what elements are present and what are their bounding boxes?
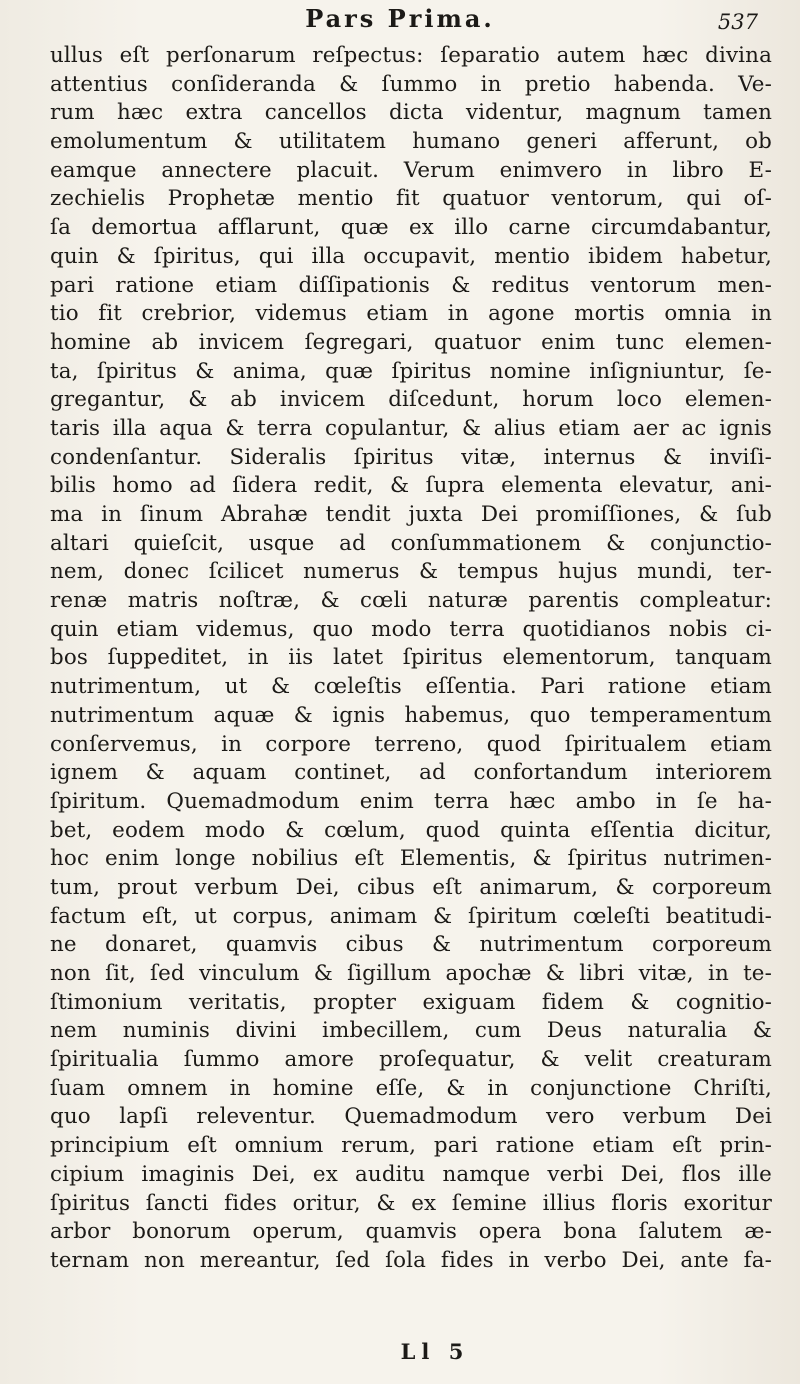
- text-line: bos ſuppeditet, in iis latet ſpiritus elementorum, tanquam: [50, 645, 772, 671]
- text-line: bet, eodem modo & cœlum, quod quinta eſſentia dicitur,: [50, 817, 772, 843]
- text-line: ſa demortua afflarunt, quæ ex illo carne circumdabantur,: [50, 215, 772, 241]
- text-line: attentius conſideranda & ſummo in pretio habenda. Ve-: [50, 71, 772, 97]
- signature-mark: [0, 1339, 800, 1364]
- text-line: homine ab invicem ſegregari, quatuor enim tunc elemen-: [50, 329, 772, 355]
- text-line: ternam non mereantur, ſed ſola fides in verbo Dei, ante fa-: [50, 1247, 772, 1273]
- text-line: ta, ſpiritus & anima, quæ ſpiritus nomine inſigniuntur, ſe-: [50, 358, 772, 384]
- text-line: condenſantur. Sideralis ſpiritus vitæ, internus & inviſi-: [50, 444, 772, 470]
- text-line: conſervemus, in corpore terreno, quod ſpiritualem etiam: [50, 731, 772, 757]
- text-line: nem, donec ſcilicet numerus & tempus hujus mundi, ter-: [50, 559, 772, 585]
- text-line: ſpiritus ſancti fides oritur, & ex ſemine illius floris exoritur: [50, 1190, 772, 1216]
- text-line: factum eſt, ut corpus, animam & ſpiritum cœleſti beatitudi-: [50, 903, 772, 929]
- text-line: tio fit crebrior, videmus etiam in agone mortis omnia in: [50, 301, 772, 327]
- text-line: ſpiritum. Quemadmodum enim terra hæc ambo in ſe ha-: [50, 788, 772, 814]
- text-line: rum hæc extra cancellos dicta videntur, magnum tamen: [50, 100, 772, 126]
- text-line: nutrimentum, ut & cœleſtis eſſentia. Pari ratione etiam: [50, 674, 772, 700]
- text-line: ullus eſt perſonarum reſpectus: ſeparatio autem hæc divina: [50, 43, 772, 68]
- text-line: cipium imaginis Dei, ex auditu namque verbi Dei, flos ille: [50, 1161, 772, 1187]
- text-line: ſpiritualia ſummo amore proſequatur, & velit creaturam: [50, 1047, 772, 1073]
- signature-text: Ll 5: [400, 1339, 470, 1364]
- text-line: non ſit, ſed vinculum & ſigillum apochæ & libri vitæ, in te-: [50, 961, 772, 986]
- text-line: renæ matris noſtræ, & cœli naturæ parentis compleatur:: [50, 588, 772, 614]
- text-line: pari ratione etiam diſſipationis & reditus ventorum men-: [50, 272, 772, 298]
- text-line: ſtimonium veritatis, propter exiguam fidem & cognitio-: [50, 989, 772, 1015]
- text-line: ne donaret, quamvis cibus & nutrimentum corporeum: [50, 932, 772, 958]
- text-line: quin & ſpiritus, qui illa occupavit, mentio ibidem habetur,: [50, 243, 772, 269]
- text-line: tum, prout verbum Dei, cibus eſt animarum, & corporeum: [50, 874, 772, 900]
- text-line: principium eſt omnium rerum, pari ratione etiam eſt prin-: [50, 1133, 772, 1159]
- text-line: nem numinis divini imbecillem, cum Deus naturalia &: [50, 1018, 772, 1044]
- text-line: hoc enim longe nobilius eſt Elementis, & ſpiritus nutrimen-: [50, 846, 772, 872]
- text-line: gregantur, & ab invicem diſcedunt, horum loco elemen-: [50, 387, 772, 413]
- text-line: ma in ſinum Abrahæ tendit juxta Dei promiſſiones, & ſub: [50, 502, 772, 527]
- text-line: bilis homo ad ſidera redit, & ſupra elementa elevatur, ani-: [50, 473, 772, 499]
- text-line: nutrimentum aquæ & ignis habemus, quo temperamentum: [50, 702, 772, 728]
- text-line: emolumentum & utilitatem humano generi afferunt, ob: [50, 129, 772, 155]
- text-line: eamque annectere placuit. Verum enimvero in libro E-: [50, 157, 772, 183]
- text-line: ignem & aquam continet, ad confortandum interiorem: [50, 760, 772, 786]
- text-line: quo lapſi releventur. Quemadmodum vero verbum Dei: [50, 1104, 772, 1130]
- running-head: Pars Prima.: [305, 4, 495, 33]
- page-number: 537: [717, 10, 758, 34]
- text-line: taris illa aqua & terra copulantur, & alius etiam aer ac ignis: [50, 415, 772, 441]
- text-line: zechielis Prophetæ mentio fit quatuor ventorum, qui oſ-: [50, 186, 772, 212]
- text-line: quin etiam videmus, quo modo terra quotidianos nobis ci-: [50, 616, 772, 642]
- page-header: [0, 4, 800, 38]
- body-text: [50, 42, 772, 1276]
- text-line: arbor bonorum operum, quamvis opera bona ſalutem æ-: [50, 1219, 772, 1245]
- text-line: altari quieſcit, usque ad conſummationem & conjunctio-: [50, 530, 772, 556]
- text-line: ſuam omnem in homine eſſe, & in conjunctione Chriſti,: [50, 1075, 772, 1101]
